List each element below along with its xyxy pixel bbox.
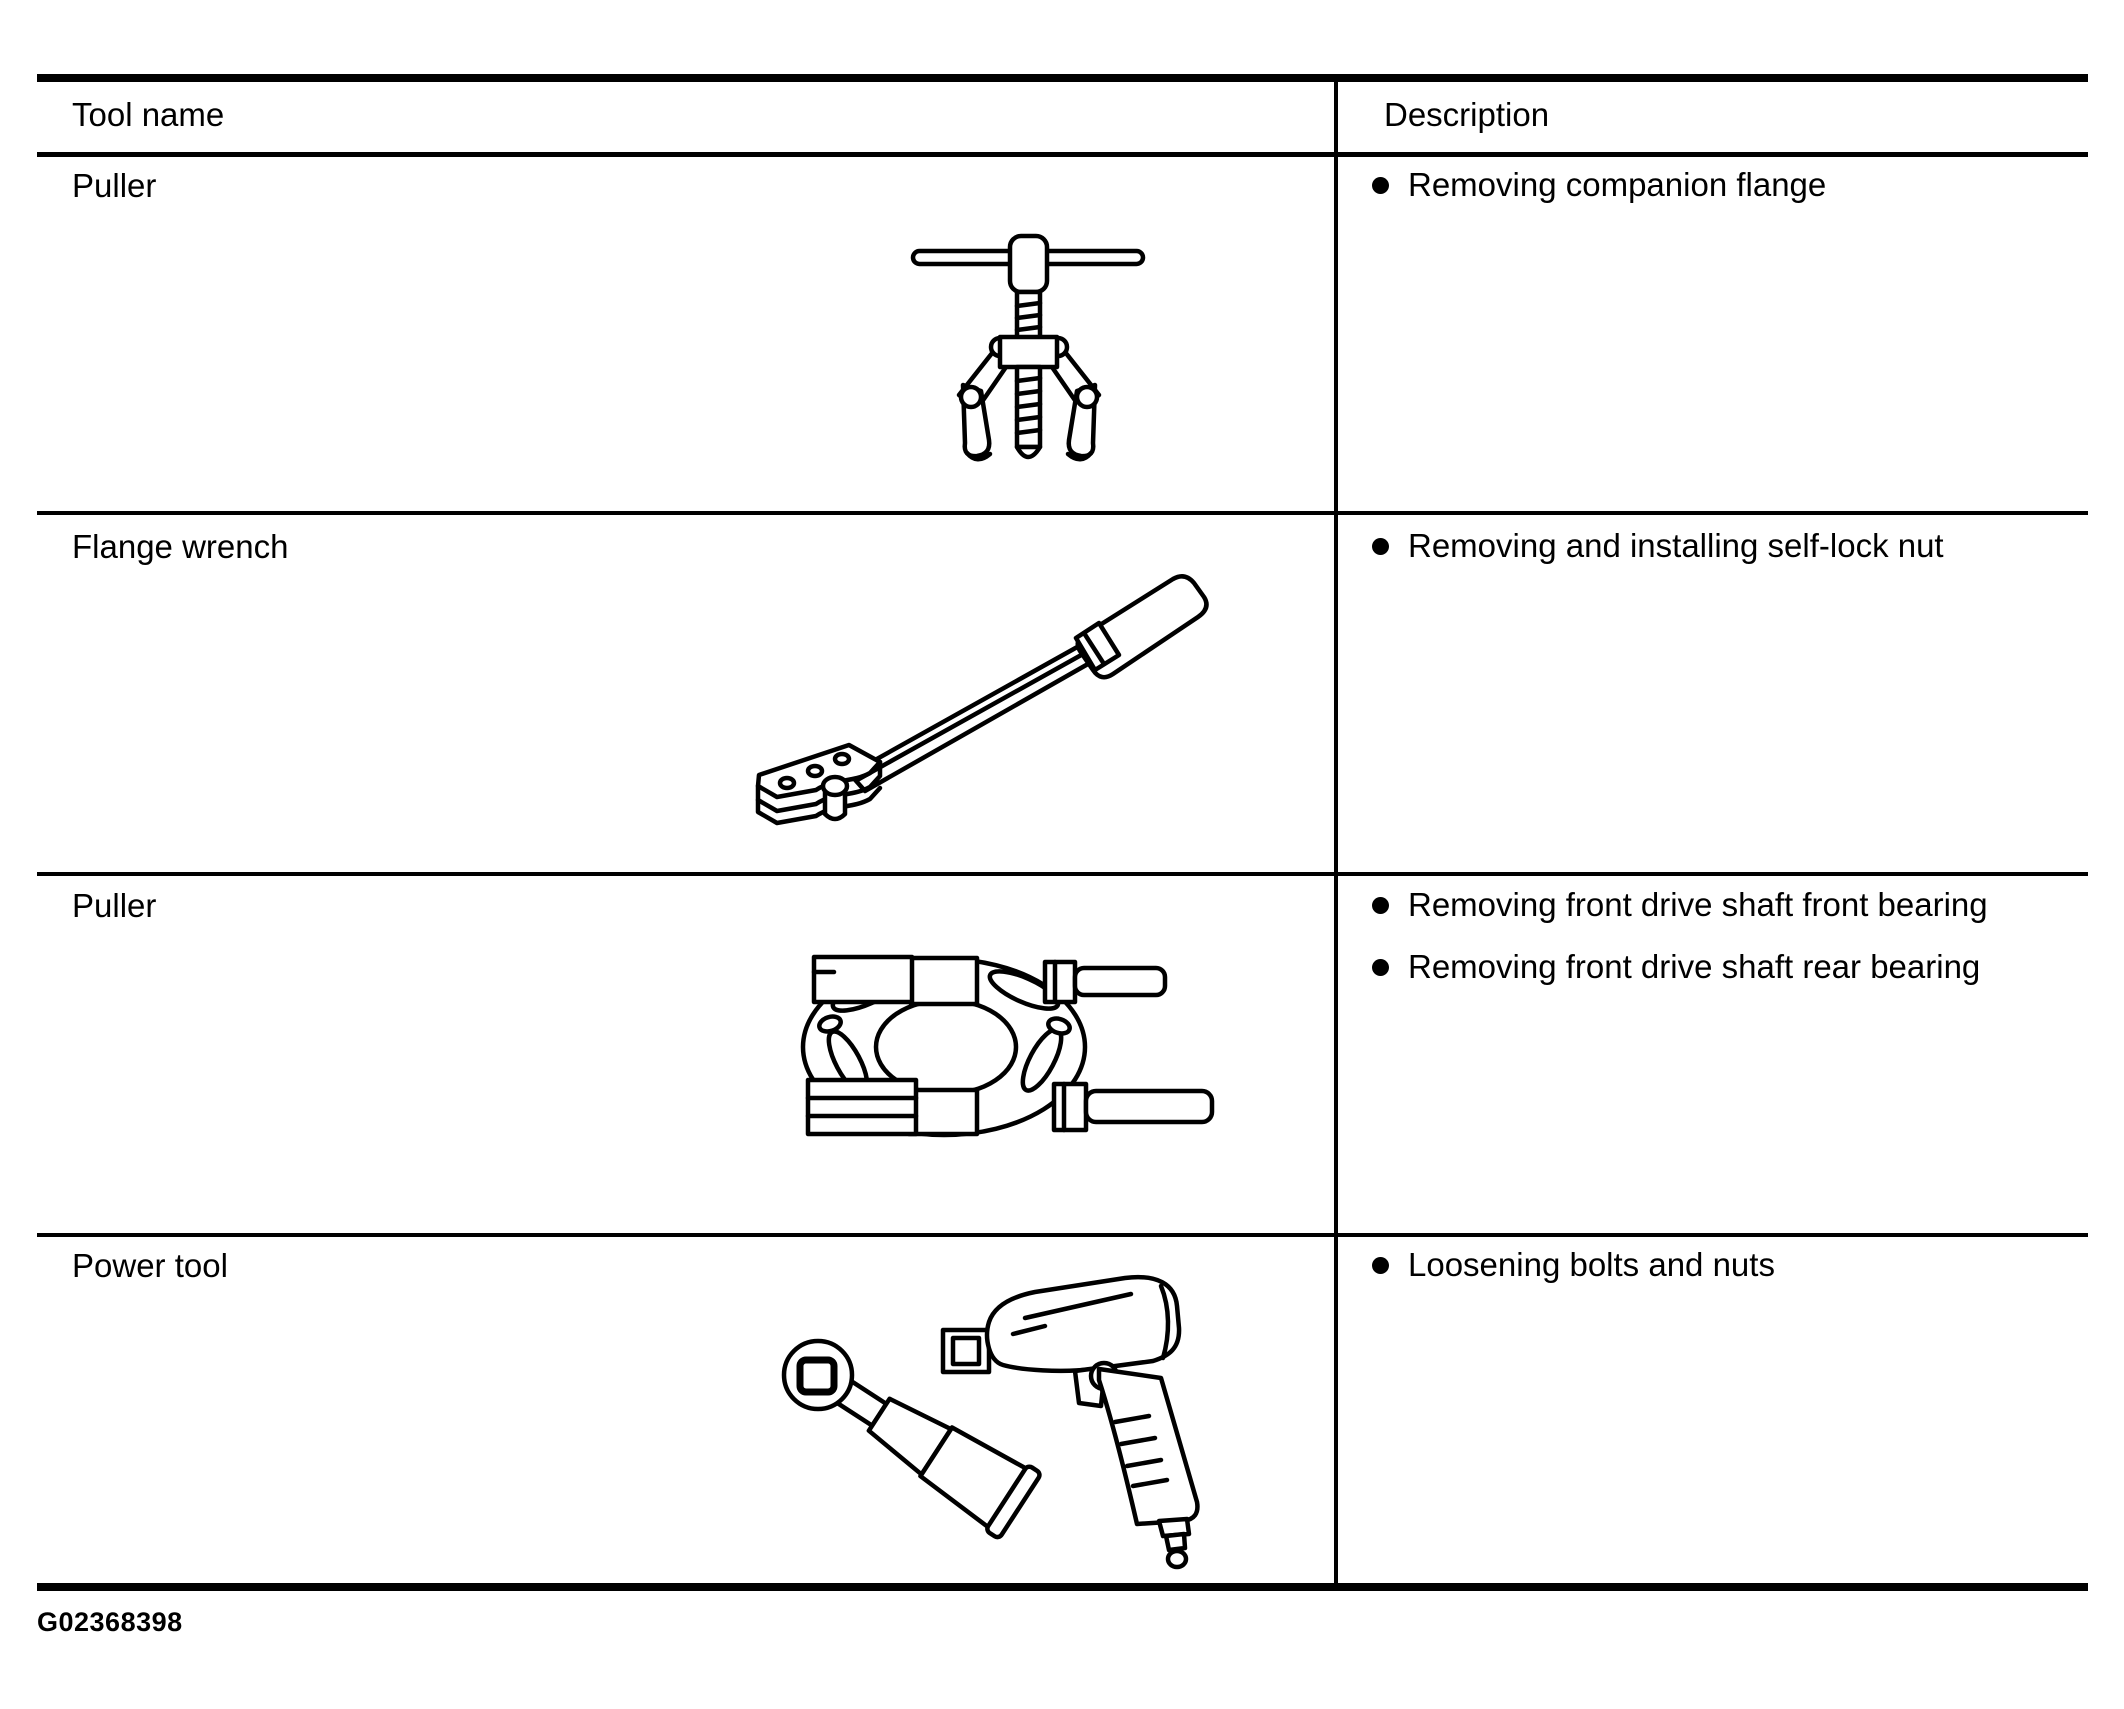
column-header-description: Description xyxy=(1384,96,1550,133)
description-item xyxy=(1372,948,1988,986)
description-text: Removing front drive shaft rear bearing xyxy=(1408,947,1981,985)
bullet-icon xyxy=(1372,897,1389,914)
bullet-icon xyxy=(1372,1257,1389,1274)
description-item xyxy=(1372,166,1826,204)
tool-name-cell: Puller xyxy=(72,887,157,924)
row-divider xyxy=(37,872,2088,876)
gear-puller-illustration xyxy=(903,225,1155,469)
description-cell xyxy=(1372,527,1944,565)
description-item xyxy=(1372,527,1944,565)
tool-name-cell: Power tool xyxy=(72,1247,228,1284)
description-cell xyxy=(1372,1246,1775,1284)
tool-name-cell: Puller xyxy=(72,167,157,204)
description-item xyxy=(1372,886,1988,924)
power-tool-illustration xyxy=(763,1272,1263,1580)
row-divider xyxy=(37,1233,2088,1237)
description-text: Removing companion flange xyxy=(1408,166,1827,203)
row-divider xyxy=(37,511,2088,515)
tool-name-cell: Flange wrench xyxy=(72,528,289,565)
description-text: Removing front drive shaft front bearing xyxy=(1408,886,1988,923)
bullet-icon xyxy=(1372,177,1389,194)
bullet-icon xyxy=(1372,538,1389,555)
column-divider xyxy=(1334,74,1338,1591)
column-header-tool-name: Tool name xyxy=(72,96,225,133)
table-top-border xyxy=(37,74,2088,82)
description-cell xyxy=(1372,886,1988,986)
figure-id: G02368398 xyxy=(37,1607,183,1637)
flange-wrench-illustration xyxy=(732,562,1312,862)
table-bottom-border xyxy=(37,1583,2088,1591)
description-text: Removing and installing self-lock nut xyxy=(1408,527,1944,564)
header-divider xyxy=(37,152,2088,157)
description-item xyxy=(1372,1246,1775,1284)
bullet-icon xyxy=(1372,959,1389,976)
description-cell xyxy=(1372,166,1826,204)
description-text: Loosening bolts and nuts xyxy=(1408,1246,1775,1283)
bearing-separator-illustration xyxy=(792,940,1252,1192)
